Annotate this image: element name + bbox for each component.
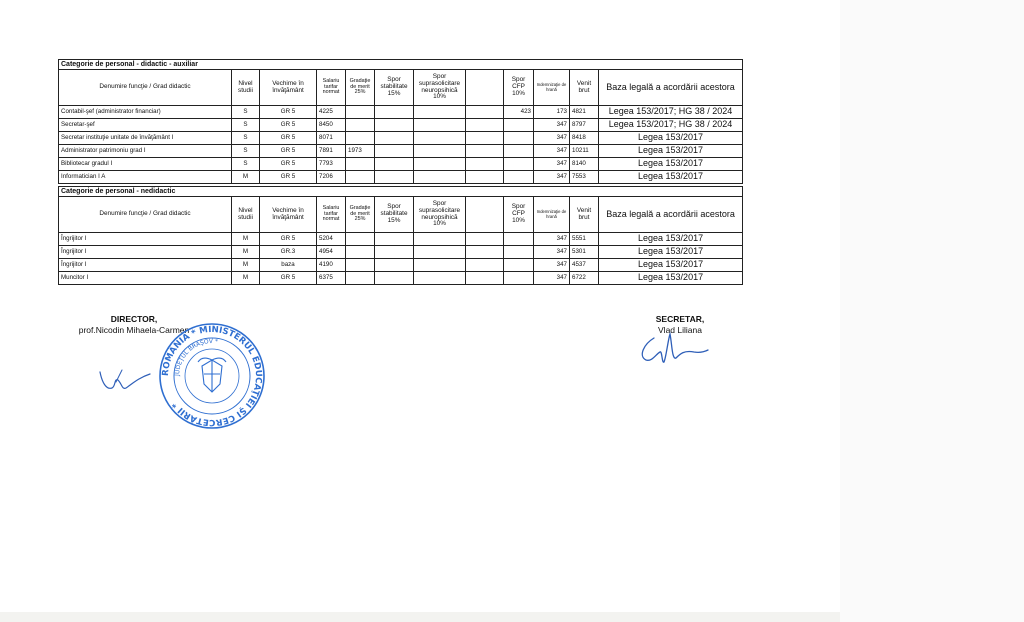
cell-cfp [504,132,534,145]
cell-seniority: GR 5 [260,272,317,285]
cell-legal: Legea 153/2017 [599,259,743,272]
cell-salary: 4954 [317,246,346,259]
cell-cfp [504,119,534,132]
cell-seniority: GR.3 [260,246,317,259]
cell-stability [375,259,414,272]
cell-overload [414,171,466,184]
scan-margin-right [840,0,1024,622]
section-title-row [59,60,743,70]
cell-salary: 8450 [317,119,346,132]
cell-extra [466,233,504,246]
cell-level: M [232,259,260,272]
cell-merit [346,106,375,119]
cell-stability [375,158,414,171]
cell-merit: 1973 [346,145,375,158]
cell-level: S [232,145,260,158]
cell-gross: 8797 [570,119,599,132]
cell-allowance: 347 [534,259,570,272]
header-row [59,197,743,233]
cell-function: Bibliotecar gradul I [59,158,232,171]
cell-extra [466,132,504,145]
cell-salary: 4225 [317,106,346,119]
cell-extra [466,106,504,119]
cell-cfp [504,158,534,171]
cell-allowance: 347 [534,272,570,285]
cell-seniority: GR 5 [260,171,317,184]
header-stability: Spor stabilitate 15% [375,197,414,233]
section-title: Categorie de personal - didactic - auxiliar [59,60,743,70]
header-function: Denumire funcţie / Grad didactic [59,197,232,233]
cell-merit [346,233,375,246]
cell-merit [346,246,375,259]
director-role: DIRECTOR, [110,314,158,324]
cell-level: M [232,272,260,285]
cell-function: Îngrijitor I [59,233,232,246]
cell-seniority: GR 5 [260,132,317,145]
cell-allowance: 347 [534,246,570,259]
cell-function: Secretar-şef [59,119,232,132]
cell-legal: Legea 153/2017 [599,158,743,171]
cell-seniority: baza [260,259,317,272]
cell-function: Secretar instituţie unitate de învăţământ I [59,132,232,145]
table-row [59,272,743,285]
cell-allowance: 347 [534,132,570,145]
cell-legal: Legea 153/2017 [599,171,743,184]
official-round-stamp [158,322,266,430]
cell-legal: Legea 153/2017 [599,233,743,246]
director-handwritten-signature [92,358,162,398]
header-cfp: Spor CFP 10% [504,197,534,233]
cell-overload [414,158,466,171]
cell-stability [375,106,414,119]
cell-merit [346,259,375,272]
header-merit: Gradaţie de merit 25% [346,197,375,233]
cell-merit [346,119,375,132]
cell-level: M [232,246,260,259]
cell-merit [346,171,375,184]
cell-salary: 5204 [317,233,346,246]
cell-legal: Legea 153/2017 [599,272,743,285]
cell-allowance: 347 [534,171,570,184]
cell-overload [414,145,466,158]
table-row [59,158,743,171]
header-allowance: Indemnizaţie de hrană [534,70,570,106]
header-row [59,70,743,106]
header-salary: Salariu tarifar normat [317,70,346,106]
cell-function: Îngrijitor I [59,246,232,259]
cell-function: Îngrijitor I [59,259,232,272]
cell-level: M [232,171,260,184]
cell-function: Administrator patrimoniu grad I [59,145,232,158]
cell-level: S [232,119,260,132]
cell-allowance: 347 [534,145,570,158]
cell-salary: 7891 [317,145,346,158]
header-function: Denumire funcţie / Grad didactic [59,70,232,106]
cell-gross: 4821 [570,106,599,119]
table-row [59,132,743,145]
cell-function: Informatician I A [59,171,232,184]
cell-salary: 8071 [317,132,346,145]
cell-allowance: 173 [534,106,570,119]
cell-stability [375,132,414,145]
header-extra [466,197,504,233]
cell-level: S [232,106,260,119]
coat-of-arms-icon [198,358,226,392]
section-title-row [59,187,743,197]
cell-overload [414,132,466,145]
header-seniority: Vechime în învăţământ [260,197,317,233]
header-level: Nivel studii [232,70,260,106]
cell-stability [375,272,414,285]
director-name: prof.Nicodin Mihaela-Carmen [78,324,190,335]
cell-salary: 7793 [317,158,346,171]
stamp-inner-text: JUDEŢUL BRAŞOV * [173,337,219,377]
cell-overload [414,246,466,259]
header-allowance: Indemnizaţie de hrană [534,197,570,233]
header-merit: Gradaţie de merit 25% [346,70,375,106]
cell-merit [346,132,375,145]
cell-cfp [504,259,534,272]
cell-cfp: 423 [504,106,534,119]
cell-stability [375,119,414,132]
cell-legal: Legea 153/2017; HG 38 / 2024 [599,106,743,119]
cell-overload [414,119,466,132]
header-seniority: Vechime în învăţământ [260,70,317,106]
cell-level: M [232,233,260,246]
cell-extra [466,158,504,171]
cell-extra [466,259,504,272]
cell-extra [466,246,504,259]
cell-stability [375,233,414,246]
header-gross: Venit brut [570,70,599,106]
cell-gross: 6722 [570,272,599,285]
cell-legal: Legea 153/2017 [599,145,743,158]
table-row [59,259,743,272]
table-didactic-auxiliar [58,59,743,184]
cell-overload [414,272,466,285]
header-gross: Venit brut [570,197,599,233]
header-cfp: Spor CFP 10% [504,70,534,106]
cell-seniority: GR 5 [260,119,317,132]
cell-cfp [504,145,534,158]
cell-allowance: 347 [534,158,570,171]
cell-cfp [504,171,534,184]
cell-legal: Legea 153/2017; HG 38 / 2024 [599,119,743,132]
cell-stability [375,246,414,259]
table-row [59,246,743,259]
cell-legal: Legea 153/2017 [599,132,743,145]
table-row [59,171,743,184]
cell-legal: Legea 153/2017 [599,246,743,259]
cell-gross: 8418 [570,132,599,145]
header-overload: Spor suprasolicitare neuropsihică 10% [414,70,466,106]
cell-seniority: GR 5 [260,233,317,246]
cell-cfp [504,272,534,285]
cell-seniority: GR 5 [260,145,317,158]
cell-level: S [232,132,260,145]
cell-gross: 10211 [570,145,599,158]
table-row [59,119,743,132]
cell-overload [414,233,466,246]
section-title: Categorie de personal - nedidactic [59,187,743,197]
table-row [59,106,743,119]
header-extra [466,70,504,106]
cell-salary: 4190 [317,259,346,272]
secretary-handwritten-signature [632,330,722,370]
cell-gross: 4537 [570,259,599,272]
cell-overload [414,106,466,119]
cell-seniority: GR 5 [260,106,317,119]
cell-stability [375,171,414,184]
cell-stability [375,145,414,158]
stamp-outer-text: ROMÂNIA * MINISTERUL EDUCAŢIEI ŞI CERCETĂRII * [160,324,264,428]
cell-salary: 6375 [317,272,346,285]
cell-extra [466,119,504,132]
cell-gross: 5301 [570,246,599,259]
header-legal: Baza legală a acordării acestora [599,197,743,233]
header-stability: Spor stabilitate 15% [375,70,414,106]
header-level: Nivel studii [232,197,260,233]
cell-extra [466,171,504,184]
header-overload: Spor suprasolicitare neuropsihică 10% [414,197,466,233]
cell-allowance: 347 [534,119,570,132]
table-row [59,233,743,246]
secretary-role: SECRETAR, [655,314,705,324]
cell-merit [346,272,375,285]
cell-function: Muncitor I [59,272,232,285]
cell-extra [466,272,504,285]
header-legal: Baza legală a acordării acestora [599,70,743,106]
scan-margin-bottom [0,612,840,622]
cell-merit [346,158,375,171]
table-nedidactic [58,186,743,285]
cell-salary: 7206 [317,171,346,184]
secretary-name: Vlad Liliana [658,324,702,335]
header-salary: Salariu tarifar normat [317,197,346,233]
cell-gross: 5551 [570,233,599,246]
cell-level: S [232,158,260,171]
table-row [59,145,743,158]
cell-function: Contabil-şef (administrator financiar) [59,106,232,119]
cell-overload [414,259,466,272]
cell-gross: 7553 [570,171,599,184]
cell-seniority: GR 5 [260,158,317,171]
cell-cfp [504,246,534,259]
cell-gross: 8140 [570,158,599,171]
cell-extra [466,145,504,158]
cell-cfp [504,233,534,246]
cell-allowance: 347 [534,233,570,246]
